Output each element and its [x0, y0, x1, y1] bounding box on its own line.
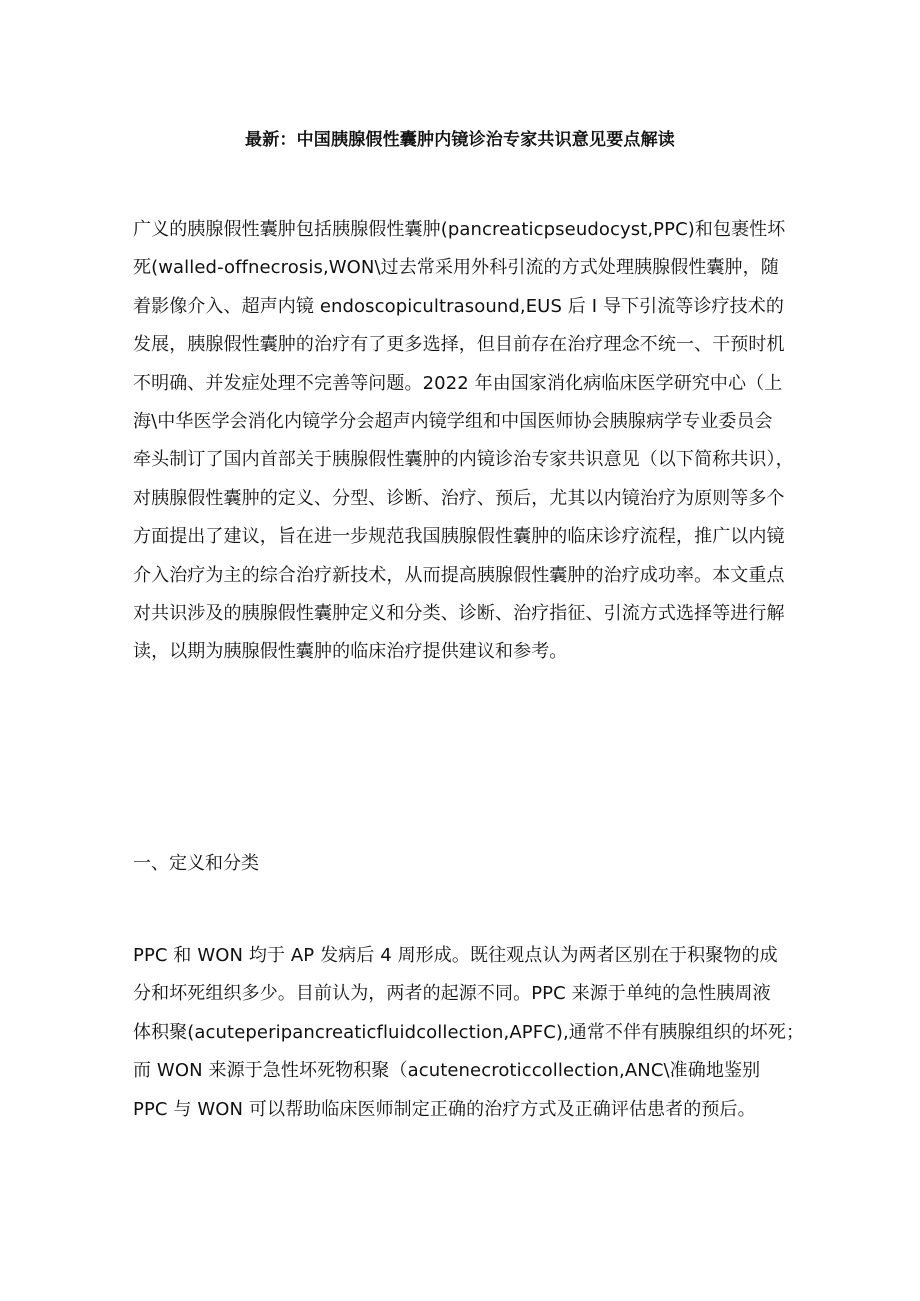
paragraph-line: 而 WON 来源于急性坏死物积聚（acutenecroticcollection,ANC\准确地鉴别	[133, 1060, 761, 1082]
paragraph-line: 体积聚(acuteperipancreaticfluidcollection,APFC),通常不伴有胰腺组织的坏死；	[133, 1021, 805, 1043]
paragraph-line: 海\中华医学会消化内镜学分会超声内镜学组和中国医师协会胰腺病学专业委员会	[133, 410, 773, 432]
paragraph-line: 死(walled-offnecrosis,WON\过去常采用外科引流的方式处理胰腺假性囊肿，随	[133, 257, 779, 279]
paragraph-line: 读，以期为胰腺假性囊肿的临床治疗提供建议和参考。	[133, 641, 568, 663]
paragraph-line: 发展，胰腺假性囊肿的治疗有了更多选择，但目前存在治疗理念不统一、干预时机	[133, 334, 785, 356]
paragraph-line: 对胰腺假性囊肿的定义、分型、诊断、治疗、预后，尤其以内镜治疗为原则等多个	[133, 487, 785, 509]
paragraph-line: 分和坏死组织多少。目前认为，两者的起源不同。PPC 来源于单纯的急性胰周液	[133, 983, 771, 1005]
paragraph-line: 牵头制订了国内首部关于胰腺假性囊肿的内镜诊治专家共识意见（以下简称共识），	[133, 449, 794, 471]
section-heading: 一、定义和分类	[133, 853, 259, 874]
paragraph-line: 对共识涉及的胰腺假性囊肿定义和分类、诊断、治疗指征、引流方式选择等进行解	[133, 602, 785, 624]
paragraph-line: 介入治疗为主的综合治疗新技术，从而提高胰腺假性囊肿的治疗成功率。本文重点	[133, 564, 785, 586]
definition-paragraph	[133, 937, 813, 1129]
document-title: 最新：中国胰腺假性囊肿内镜诊治专家共识意见要点解读	[245, 130, 675, 150]
paragraph-line: 广义的胰腺假性囊肿包括胰腺假性囊肿(pancreaticpseudocyst,PPC)和包裹性坏	[133, 219, 786, 240]
paragraph-line: 着影像介入、超声内镜 endoscopicultrasound,EUS 后 I 导下引流等诊疗技术的	[133, 295, 784, 317]
intro-paragraph	[133, 211, 813, 672]
paragraph-line: PPC 与 WON 可以帮助临床医师制定正确的治疗方式及正确评估患者的预后。	[133, 1098, 756, 1120]
paragraph-line: PPC 和 WON 均于 AP 发病后 4 周形成。既往观点认为两者区别在于积聚物的成	[133, 945, 778, 966]
paragraph-line: 方面提出了建议，旨在进一步规范我国胰腺假性囊肿的临床诊疗流程，推广以内镜	[133, 526, 785, 548]
paragraph-line: 不明确、并发症处理不完善等问题。2022 年由国家消化病临床医学研究中心（上	[133, 372, 783, 394]
